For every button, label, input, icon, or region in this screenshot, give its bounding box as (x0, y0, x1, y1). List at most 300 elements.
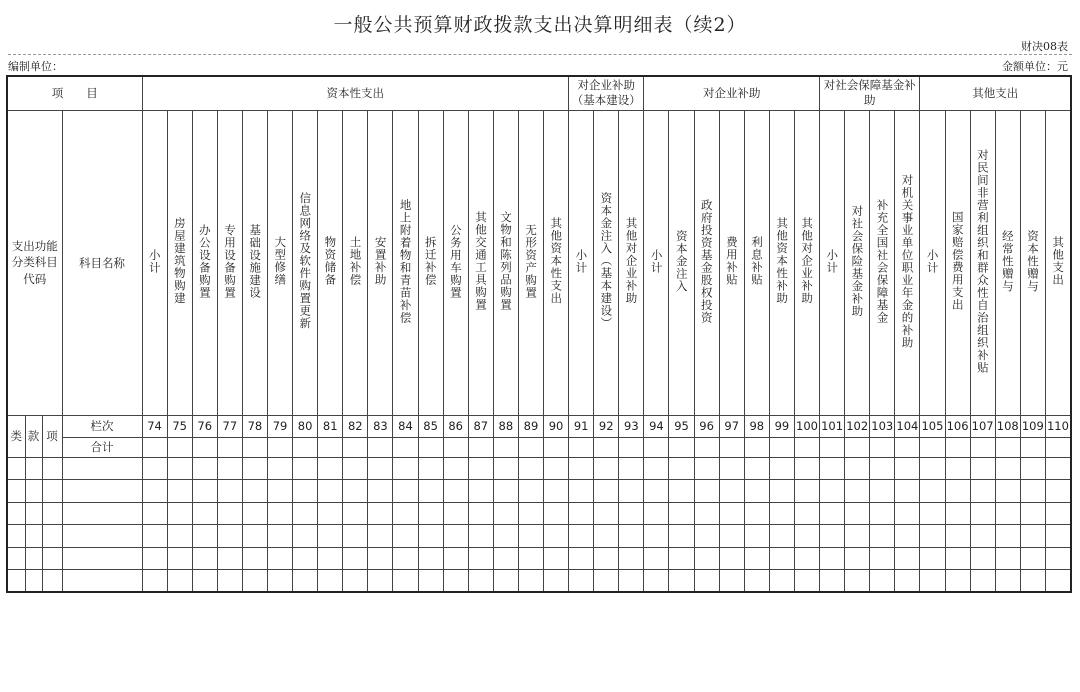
table-cell[interactable] (167, 525, 192, 548)
table-cell[interactable] (1045, 570, 1071, 593)
table-cell[interactable] (518, 502, 543, 525)
table-cell[interactable] (443, 570, 468, 593)
table-cell[interactable] (719, 480, 744, 503)
table-cell[interactable] (719, 547, 744, 570)
table-cell[interactable] (368, 570, 393, 593)
table-cell[interactable] (669, 502, 694, 525)
table-cell[interactable] (318, 547, 343, 570)
table-cell[interactable] (192, 570, 217, 593)
table-cell[interactable] (318, 480, 343, 503)
table-cell[interactable] (820, 480, 845, 503)
table-cell[interactable] (544, 547, 569, 570)
table-cell[interactable] (468, 457, 493, 480)
table-cell[interactable] (7, 570, 25, 593)
total-cell[interactable] (242, 437, 267, 457)
table-cell[interactable] (42, 480, 62, 503)
table-cell[interactable] (669, 547, 694, 570)
table-cell[interactable] (694, 457, 719, 480)
table-cell[interactable] (619, 547, 644, 570)
table-cell[interactable] (142, 480, 167, 503)
table-row (7, 457, 1071, 480)
table-cell[interactable] (368, 547, 393, 570)
table-cell[interactable] (167, 480, 192, 503)
table-cell[interactable] (895, 547, 920, 570)
table-cell[interactable] (870, 480, 895, 503)
table-cell[interactable] (142, 457, 167, 480)
total-cell[interactable] (368, 437, 393, 457)
table-cell[interactable] (769, 480, 794, 503)
table-cell[interactable] (518, 547, 543, 570)
table-cell[interactable] (544, 525, 569, 548)
table-cell[interactable] (42, 547, 62, 570)
table-cell[interactable] (368, 502, 393, 525)
column-header: 房屋建筑物购建 (167, 110, 192, 415)
table-cell[interactable] (995, 502, 1020, 525)
table-cell[interactable] (242, 502, 267, 525)
table-cell[interactable] (970, 525, 995, 548)
kuan-label: 款 (25, 415, 42, 457)
table-cell[interactable] (970, 502, 995, 525)
table-cell[interactable] (569, 525, 594, 548)
total-cell[interactable] (644, 437, 669, 457)
table-cell[interactable] (242, 480, 267, 503)
table-cell[interactable] (769, 525, 794, 548)
table-cell[interactable] (1045, 525, 1071, 548)
table-cell[interactable] (744, 525, 769, 548)
table-cell[interactable] (1020, 502, 1045, 525)
table-cell[interactable] (7, 502, 25, 525)
table-cell[interactable] (594, 480, 619, 503)
table-cell[interactable] (644, 525, 669, 548)
table-cell[interactable] (970, 547, 995, 570)
table-cell[interactable] (167, 457, 192, 480)
table-cell[interactable] (644, 480, 669, 503)
table-cell[interactable] (343, 525, 368, 548)
table-cell[interactable] (920, 457, 945, 480)
table-cell[interactable] (945, 457, 970, 480)
table-cell[interactable] (42, 570, 62, 593)
table-cell[interactable] (569, 502, 594, 525)
table-cell[interactable] (167, 547, 192, 570)
table-cell[interactable] (25, 502, 42, 525)
table-cell[interactable] (42, 457, 62, 480)
total-cell[interactable] (544, 437, 569, 457)
table-cell[interactable] (493, 502, 518, 525)
table-cell[interactable] (769, 457, 794, 480)
total-cell[interactable] (694, 437, 719, 457)
table-cell[interactable] (418, 547, 443, 570)
table-cell[interactable] (493, 525, 518, 548)
table-cell[interactable] (870, 502, 895, 525)
table-cell[interactable] (744, 570, 769, 593)
table-cell[interactable] (945, 502, 970, 525)
table-cell[interactable] (62, 547, 142, 570)
table-cell[interactable] (242, 570, 267, 593)
table-cell[interactable] (393, 525, 418, 548)
table-cell[interactable] (644, 570, 669, 593)
total-cell[interactable] (142, 437, 167, 457)
total-cell[interactable] (418, 437, 443, 457)
table-cell[interactable] (669, 525, 694, 548)
table-cell[interactable] (267, 547, 292, 570)
total-cell[interactable] (518, 437, 543, 457)
table-cell[interactable] (393, 480, 418, 503)
group-enterprise-subsidy-construction: 对企业补助（基本建设） (569, 76, 644, 110)
table-cell[interactable] (142, 525, 167, 548)
column-number: 81 (318, 415, 343, 437)
table-cell[interactable] (293, 547, 318, 570)
table-cell[interactable] (343, 502, 368, 525)
column-number: 86 (443, 415, 468, 437)
table-cell[interactable] (318, 525, 343, 548)
table-cell[interactable] (820, 502, 845, 525)
table-cell[interactable] (493, 547, 518, 570)
table-cell[interactable] (25, 525, 42, 548)
table-cell[interactable] (142, 547, 167, 570)
table-cell[interactable] (518, 480, 543, 503)
table-cell[interactable] (870, 457, 895, 480)
table-cell[interactable] (995, 525, 1020, 548)
total-cell[interactable] (393, 437, 418, 457)
total-cell[interactable] (594, 437, 619, 457)
table-cell[interactable] (1020, 480, 1045, 503)
table-cell[interactable] (493, 570, 518, 593)
table-cell[interactable] (293, 480, 318, 503)
table-cell[interactable] (1020, 570, 1045, 593)
table-cell[interactable] (544, 570, 569, 593)
table-cell[interactable] (62, 480, 142, 503)
total-cell[interactable] (443, 437, 468, 457)
total-cell[interactable] (794, 437, 819, 457)
table-cell[interactable] (594, 502, 619, 525)
table-cell[interactable] (619, 502, 644, 525)
table-cell[interactable] (293, 570, 318, 593)
table-cell[interactable] (569, 570, 594, 593)
table-cell[interactable] (192, 502, 217, 525)
table-cell[interactable] (343, 457, 368, 480)
table-cell[interactable] (870, 547, 895, 570)
table-cell[interactable] (393, 570, 418, 593)
total-cell[interactable] (192, 437, 217, 457)
table-row (7, 502, 1071, 525)
table-cell[interactable] (769, 502, 794, 525)
table-cell[interactable] (719, 457, 744, 480)
table-cell[interactable] (820, 547, 845, 570)
table-cell[interactable] (870, 570, 895, 593)
table-cell[interactable] (62, 570, 142, 593)
table-cell[interactable] (644, 457, 669, 480)
total-cell[interactable] (293, 437, 318, 457)
table-cell[interactable] (25, 480, 42, 503)
table-cell[interactable] (418, 457, 443, 480)
table-cell[interactable] (443, 502, 468, 525)
table-cell[interactable] (970, 480, 995, 503)
table-cell[interactable] (42, 525, 62, 548)
table-cell[interactable] (794, 457, 819, 480)
column-number: 75 (167, 415, 192, 437)
column-header-row (7, 110, 1071, 415)
table-cell[interactable] (794, 570, 819, 593)
table-cell[interactable] (820, 457, 845, 480)
column-number: 106 (945, 415, 970, 437)
table-cell[interactable] (920, 570, 945, 593)
total-cell[interactable] (845, 437, 870, 457)
table-cell[interactable] (217, 480, 242, 503)
table-cell[interactable] (594, 547, 619, 570)
table-cell[interactable] (518, 570, 543, 593)
table-cell[interactable] (845, 457, 870, 480)
table-cell[interactable] (418, 570, 443, 593)
total-cell[interactable] (769, 437, 794, 457)
table-cell[interactable] (794, 502, 819, 525)
table-cell[interactable] (343, 570, 368, 593)
total-cell[interactable] (820, 437, 845, 457)
table-cell[interactable] (744, 547, 769, 570)
total-cell[interactable] (267, 437, 292, 457)
table-cell[interactable] (769, 570, 794, 593)
table-cell[interactable] (644, 547, 669, 570)
total-cell[interactable] (217, 437, 242, 457)
table-cell[interactable] (744, 457, 769, 480)
table-row (7, 480, 1071, 503)
table-cell[interactable] (518, 457, 543, 480)
table-cell[interactable] (217, 525, 242, 548)
table-cell[interactable] (443, 525, 468, 548)
total-cell[interactable] (895, 437, 920, 457)
table-cell[interactable] (468, 525, 493, 548)
table-cell[interactable] (7, 547, 25, 570)
column-number-row (7, 415, 1071, 437)
table-cell[interactable] (569, 547, 594, 570)
total-cell[interactable] (569, 437, 594, 457)
table-cell[interactable] (569, 480, 594, 503)
column-number: 90 (544, 415, 569, 437)
table-cell[interactable] (669, 457, 694, 480)
table-cell[interactable] (368, 480, 393, 503)
total-cell[interactable] (744, 437, 769, 457)
total-cell[interactable] (468, 437, 493, 457)
table-cell[interactable] (1045, 547, 1071, 570)
total-cell[interactable] (920, 437, 945, 457)
total-cell[interactable] (1045, 437, 1071, 457)
table-cell[interactable] (970, 457, 995, 480)
table-cell[interactable] (970, 570, 995, 593)
table-cell[interactable] (694, 502, 719, 525)
table-cell[interactable] (318, 502, 343, 525)
table-cell[interactable] (744, 502, 769, 525)
table-cell[interactable] (267, 502, 292, 525)
table-cell[interactable] (569, 457, 594, 480)
table-cell[interactable] (267, 525, 292, 548)
table-cell[interactable] (468, 502, 493, 525)
table-cell[interactable] (594, 457, 619, 480)
column-number: 87 (468, 415, 493, 437)
table-cell[interactable] (845, 502, 870, 525)
table-cell[interactable] (192, 547, 217, 570)
table-cell[interactable] (443, 480, 468, 503)
total-cell[interactable] (970, 437, 995, 457)
table-cell[interactable] (393, 547, 418, 570)
table-cell[interactable] (995, 570, 1020, 593)
table-cell[interactable] (7, 457, 25, 480)
table-cell[interactable] (594, 525, 619, 548)
table-cell[interactable] (870, 525, 895, 548)
table-cell[interactable] (719, 570, 744, 593)
table-cell[interactable] (267, 570, 292, 593)
table-cell[interactable] (544, 480, 569, 503)
table-cell[interactable] (845, 547, 870, 570)
table-cell[interactable] (368, 457, 393, 480)
table-cell[interactable] (619, 457, 644, 480)
table-cell[interactable] (468, 547, 493, 570)
table-cell[interactable] (594, 570, 619, 593)
total-cell[interactable] (167, 437, 192, 457)
table-cell[interactable] (242, 525, 267, 548)
table-cell[interactable] (669, 570, 694, 593)
table-cell[interactable] (493, 480, 518, 503)
table-cell[interactable] (619, 480, 644, 503)
table-cell[interactable] (343, 547, 368, 570)
table-cell[interactable] (895, 502, 920, 525)
column-header: 公务用车购置 (443, 110, 468, 415)
table-cell[interactable] (493, 457, 518, 480)
table-cell[interactable] (719, 525, 744, 548)
table-cell[interactable] (142, 502, 167, 525)
table-cell[interactable] (995, 457, 1020, 480)
table-cell[interactable] (7, 480, 25, 503)
table-cell[interactable] (895, 525, 920, 548)
table-cell[interactable] (1020, 525, 1045, 548)
table-cell[interactable] (7, 525, 25, 548)
table-cell[interactable] (62, 525, 142, 548)
table-cell[interactable] (25, 547, 42, 570)
table-cell[interactable] (920, 502, 945, 525)
total-cell[interactable] (669, 437, 694, 457)
table-cell[interactable] (393, 502, 418, 525)
total-cell[interactable] (318, 437, 343, 457)
table-cell[interactable] (694, 570, 719, 593)
table-cell[interactable] (895, 480, 920, 503)
total-cell[interactable] (619, 437, 644, 457)
table-cell[interactable] (25, 457, 42, 480)
table-cell[interactable] (217, 457, 242, 480)
table-cell[interactable] (167, 502, 192, 525)
table-cell[interactable] (393, 457, 418, 480)
table-cell[interactable] (62, 457, 142, 480)
table-cell[interactable] (619, 525, 644, 548)
table-cell[interactable] (895, 570, 920, 593)
table-cell[interactable] (669, 480, 694, 503)
table-cell[interactable] (242, 547, 267, 570)
table-cell[interactable] (895, 457, 920, 480)
total-cell[interactable] (343, 437, 368, 457)
table-cell[interactable] (142, 570, 167, 593)
table-cell[interactable] (62, 502, 142, 525)
table-cell[interactable] (293, 525, 318, 548)
table-cell[interactable] (217, 547, 242, 570)
table-cell[interactable] (845, 525, 870, 548)
table-cell[interactable] (443, 457, 468, 480)
table-row (7, 547, 1071, 570)
table-cell[interactable] (418, 525, 443, 548)
table-cell[interactable] (192, 525, 217, 548)
total-cell[interactable] (945, 437, 970, 457)
table-cell[interactable] (518, 525, 543, 548)
table-cell[interactable] (1045, 457, 1071, 480)
total-cell[interactable] (870, 437, 895, 457)
table-cell[interactable] (619, 570, 644, 593)
table-cell[interactable] (217, 502, 242, 525)
total-cell[interactable] (493, 437, 518, 457)
table-cell[interactable] (418, 502, 443, 525)
table-cell[interactable] (242, 457, 267, 480)
table-cell[interactable] (267, 480, 292, 503)
table-cell[interactable] (920, 547, 945, 570)
table-cell[interactable] (845, 480, 870, 503)
table-cell[interactable] (920, 525, 945, 548)
table-cell[interactable] (1045, 502, 1071, 525)
table-cell[interactable] (1045, 480, 1071, 503)
table-cell[interactable] (820, 570, 845, 593)
table-cell[interactable] (945, 570, 970, 593)
table-cell[interactable] (468, 480, 493, 503)
table-cell[interactable] (694, 525, 719, 548)
table-cell[interactable] (192, 480, 217, 503)
table-cell[interactable] (945, 525, 970, 548)
total-cell[interactable] (719, 437, 744, 457)
table-cell[interactable] (544, 457, 569, 480)
table-cell[interactable] (468, 570, 493, 593)
table-cell[interactable] (820, 525, 845, 548)
table-cell[interactable] (945, 547, 970, 570)
table-row (7, 525, 1071, 548)
table-cell[interactable] (945, 480, 970, 503)
table-cell[interactable] (769, 547, 794, 570)
table-cell[interactable] (920, 480, 945, 503)
table-cell[interactable] (343, 480, 368, 503)
table-cell[interactable] (192, 457, 217, 480)
table-cell[interactable] (1020, 547, 1045, 570)
total-cell[interactable] (1020, 437, 1045, 457)
table-cell[interactable] (794, 525, 819, 548)
table-cell[interactable] (1020, 457, 1045, 480)
table-cell[interactable] (418, 480, 443, 503)
table-cell[interactable] (217, 570, 242, 593)
table-cell[interactable] (719, 502, 744, 525)
total-cell[interactable] (995, 437, 1020, 457)
table-cell[interactable] (644, 502, 669, 525)
table-cell[interactable] (443, 547, 468, 570)
table-cell[interactable] (368, 525, 393, 548)
table-cell[interactable] (25, 570, 42, 593)
table-cell[interactable] (694, 547, 719, 570)
table-cell[interactable] (794, 480, 819, 503)
table-cell[interactable] (318, 570, 343, 593)
table-cell[interactable] (694, 480, 719, 503)
table-cell[interactable] (794, 547, 819, 570)
table-cell[interactable] (167, 570, 192, 593)
table-cell[interactable] (293, 502, 318, 525)
table-cell[interactable] (995, 547, 1020, 570)
table-cell[interactable] (544, 502, 569, 525)
table-cell[interactable] (744, 480, 769, 503)
table-cell[interactable] (267, 457, 292, 480)
table-cell[interactable] (318, 457, 343, 480)
table-cell[interactable] (845, 570, 870, 593)
table-cell[interactable] (42, 502, 62, 525)
table-cell[interactable] (293, 457, 318, 480)
table-cell[interactable] (995, 480, 1020, 503)
